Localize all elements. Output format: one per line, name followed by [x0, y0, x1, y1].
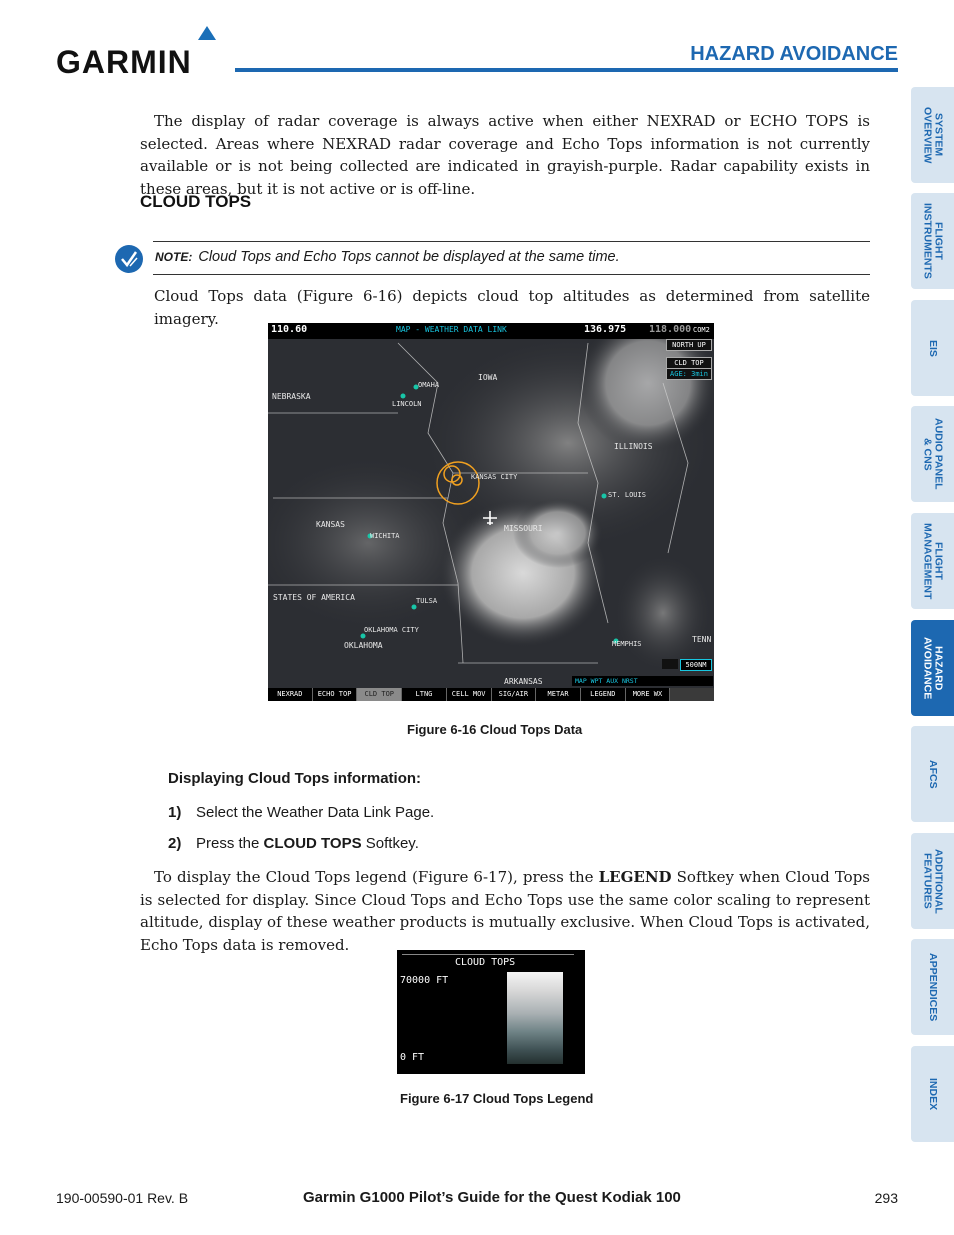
map-label: OKLAHOMA CITY	[364, 626, 419, 634]
map-label: ILLINOIS	[614, 442, 653, 451]
tab-afcs[interactable]: AFCS	[911, 726, 954, 822]
map-label: STATES OF AMERICA	[273, 593, 355, 602]
softkey-echo-top[interactable]: ECHO TOP	[313, 688, 358, 701]
softkey-sig-air[interactable]: SIG/AIR	[492, 688, 537, 701]
tab-index[interactable]: INDEX	[911, 1046, 954, 1142]
note-box	[153, 241, 870, 275]
map-label: ARKANSAS	[504, 677, 543, 686]
cloud-tops-legend-screenshot	[397, 950, 585, 1074]
softkey-ltng[interactable]: LTNG	[402, 688, 447, 701]
softkey-nexrad[interactable]: NEXRAD	[268, 688, 313, 701]
map-range: 500NM	[680, 659, 712, 671]
note-label: NOTE:	[155, 250, 193, 264]
mfd-weather-datalink-screenshot	[268, 323, 714, 701]
cloud-tops-paragraph: Cloud Tops data (Figure 6-16) depicts cloud top altitudes as determined from satellite imagery.	[154, 287, 870, 328]
garmin-logo	[56, 26, 218, 80]
legend-paragraph: To display the Cloud Tops legend (Figure 6-17), press the LEGEND Softkey when Cloud Tops is selected for display. Since Cloud Tops and Echo Tops use the same color scaling to represent altitude, display of these weather products is mutually exclusive. When Cloud Tops is activated, Echo Tops data is removed.	[140, 868, 870, 954]
page-number: 293	[874, 1190, 898, 1206]
map-label: MEMPHIS	[612, 640, 642, 648]
cloud-tops-heading: CLOUD TOPS	[140, 192, 252, 211]
step-2: 2) Press the CLOUD TOPS Softkey.	[168, 835, 419, 852]
tab-flight-management[interactable]: FLIGHT MANAGEMENT	[911, 513, 954, 609]
tab-eis[interactable]: EIS	[911, 300, 954, 396]
map-label: NEBRASKA	[272, 392, 311, 401]
map-label: ST. LOUIS	[608, 491, 646, 499]
tab-appendices[interactable]: APPENDICES	[911, 939, 954, 1035]
intro-paragraph: The display of radar coverage is always active when either NEXRAD or ECHO TOPS is selected. Areas where NEXRAD radar coverage and Echo Tops information is not currently available or is not being collected are indicated in grayish-purple. Radar capability exists in these areas, but it is not active or is off-line.	[140, 112, 870, 198]
com-label: COM2	[693, 326, 710, 334]
map-label: WICHITA	[370, 532, 400, 540]
tab-additional-features[interactable]: ADDITIONAL FEATURES	[911, 833, 954, 929]
softkey-more-wx[interactable]: MORE WX	[626, 688, 671, 701]
page-group-indicator: MAP WPT AUX NRST	[572, 676, 713, 686]
logo-wordmark: GARMIN	[56, 44, 192, 80]
map-label: OMAHA	[418, 381, 440, 389]
softkey-metar[interactable]: METAR	[536, 688, 581, 701]
softkey-bar	[268, 688, 714, 701]
legend-top-label: 70000 FT	[400, 975, 449, 986]
map-label: IOWA	[478, 373, 498, 382]
note-text: Cloud Tops and Echo Tops cannot be displayed at the same time.	[198, 249, 620, 265]
tab-flight-instruments[interactable]: FLIGHT INSTRUMENTS	[911, 193, 954, 289]
figure-6-16-caption: Figure 6-16 Cloud Tops Data	[407, 722, 583, 737]
tab-audio-panel[interactable]: AUDIO PANEL & CNS	[911, 406, 954, 502]
legend-title: CLOUD TOPS	[455, 957, 516, 968]
com-active: 136.975	[584, 324, 627, 335]
page-title: MAP - WEATHER DATA LINK	[396, 325, 507, 334]
map-label: OKLAHOMA	[344, 641, 383, 650]
tab-system-overview[interactable]: SYSTEM OVERVIEW	[911, 87, 954, 183]
legend-gradient	[507, 972, 563, 1064]
map-label: TENN	[692, 635, 712, 644]
age-label: AGE: 3min	[666, 368, 712, 380]
section-title: HAZARD AVOIDANCE	[690, 43, 898, 65]
logo-triangle-icon	[198, 26, 216, 40]
footer-title: Garmin G1000 Pilot’s Guide for the Quest Kodiak 100	[303, 1189, 681, 1206]
tab-hazard-avoidance[interactable]: HAZARD AVOIDANCE	[911, 620, 954, 716]
map-label: TULSA	[416, 597, 438, 605]
figure-6-17-caption: Figure 6-17 Cloud Tops Legend	[400, 1091, 594, 1106]
legend-bottom-label: 0 FT	[400, 1052, 425, 1063]
note-checkmark-icon	[114, 244, 144, 274]
map-label: KANSAS CITY	[471, 473, 518, 481]
step-1: 1) Select the Weather Data Link Page.	[168, 804, 435, 821]
product-label: CLD TOP	[666, 357, 712, 369]
orientation-box: NORTH UP	[666, 339, 712, 351]
map-label: MISSOURI	[504, 524, 543, 533]
softkey-legend[interactable]: LEGEND	[581, 688, 626, 701]
map-label: LINCOLN	[392, 400, 422, 408]
header-rule	[235, 68, 898, 72]
nav-frequency: 110.60	[271, 324, 308, 335]
doc-number: 190-00590-01 Rev. B	[56, 1190, 189, 1206]
softkey-cld-top[interactable]: CLD TOP	[357, 688, 402, 701]
map-label: KANSAS	[316, 520, 345, 529]
steps-heading: Displaying Cloud Tops information:	[168, 770, 422, 787]
softkey-cell-mov[interactable]: CELL MOV	[447, 688, 492, 701]
softkey-blank[interactable]	[670, 688, 714, 701]
com-standby: 118.000	[649, 324, 692, 335]
